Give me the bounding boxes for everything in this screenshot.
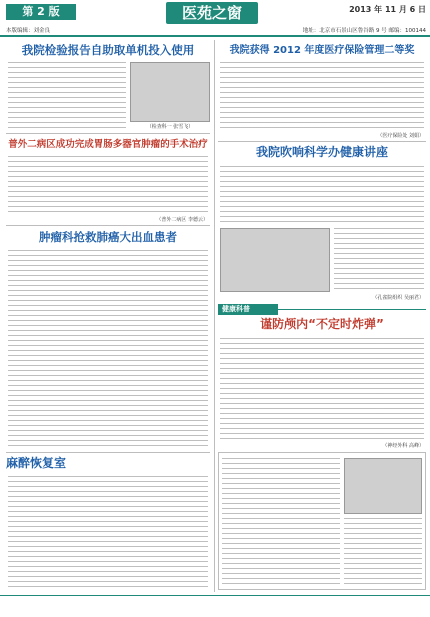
note-photo <box>344 458 422 514</box>
section-divider <box>6 133 210 134</box>
section-divider <box>218 141 426 142</box>
article-body-text <box>8 476 208 588</box>
article-body-text <box>220 166 424 226</box>
article-headline: 肿瘤科抢救肺癌大出血患者 <box>39 230 177 244</box>
article-body-text <box>8 250 208 446</box>
article-body-continued <box>334 228 424 292</box>
header-divider <box>0 35 430 37</box>
page-number-tag: 第 2 版 <box>6 4 76 20</box>
section-divider <box>6 225 210 226</box>
address-line: 地址：北京市石景山区鲁谷路 9 号 邮编：100144 <box>302 28 426 34</box>
article-headline: 谨防颅内“不定时炸弹” <box>260 317 384 331</box>
section-logo: 医苑之窗 <box>166 2 258 24</box>
article-body-text <box>8 156 208 214</box>
section-divider <box>6 452 210 453</box>
article-byline: （医疗保险处 刘娟） <box>377 133 424 139</box>
issue-date: 2013 年 11 月 6 日 <box>349 5 426 14</box>
editor-credit: 本版编辑：刘金良 <box>6 28 51 34</box>
article-photo <box>220 228 330 292</box>
article-byline: （普外二病区 李德云） <box>156 217 208 223</box>
footer-divider <box>0 595 430 596</box>
article-headline: 麻醉恢复室 <box>6 456 67 470</box>
article-headline: 我院吹响科学办健康讲座 <box>255 145 388 159</box>
column-divider <box>214 40 215 592</box>
article-headline: 我院获得 2012 年度医疗保险管理二等奖 <box>229 45 415 56</box>
article-body-text <box>220 62 424 130</box>
article-byline: （孔雀院组织 吴丽君） <box>372 295 424 301</box>
note-body-continued <box>344 518 422 586</box>
article-headline: 我院检验报告自助取单机投入使用 <box>21 43 195 57</box>
article-byline: （神经外科 高峰） <box>382 443 424 449</box>
article-body-text <box>8 62 126 128</box>
article-photo <box>130 62 210 122</box>
health-section-label: 健康科普 <box>218 304 278 315</box>
section-divider <box>276 309 426 310</box>
photo-caption: （检查科一 张雪飞） <box>146 124 194 130</box>
article-headline: 普外二病区成功完成胃肠多器官肿瘤的手术治疗 <box>8 139 208 150</box>
note-body-text <box>222 458 340 586</box>
article-body-text <box>220 338 424 440</box>
